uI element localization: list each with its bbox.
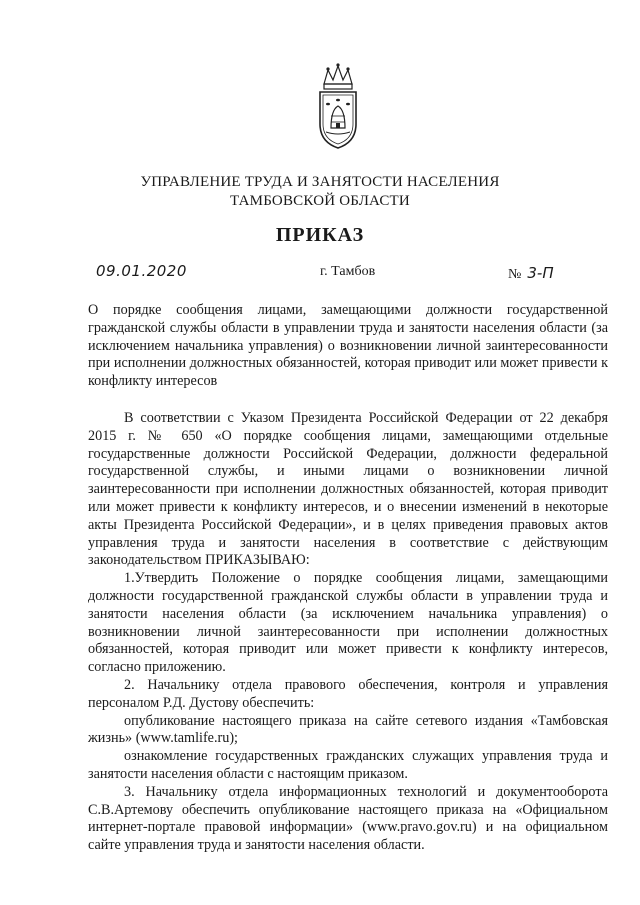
document-title: ПРИКАЗ [275,224,365,246]
number-label: № [508,267,522,282]
item-3-paragraph: 3. Начальнику отдела информационных технологий и документооборота С.В.Артемову обеспечить опубликование настоящего приказа на «Официальном интернет-портале правовой информации» (www.pravo.gov.ru) и на официальном сайте управления труда и занятости населения области. [88,783,608,854]
number-value: 3-П [527,264,554,282]
organization-name-line2: ТАМБОВСКОЙ ОБЛАСТИ [230,193,410,209]
item-2b-paragraph: ознакомление государственных гражданских служащих управления труда и занятости населения области с настоящим приказом. [88,748,608,782]
tambov-coat-of-arms-emblem [314,62,362,152]
item-2a-paragraph: опубликование настоящего приказа на сайте сетевого издания «Тамбовская жизнь» (www.tamlife.ru); [88,712,608,747]
document-date: 09.01.2020 [96,262,187,280]
item-2-paragraph: 2. Начальнику отдела правового обеспечения, контроля и управления персоналом Р.Д. Дустову обеспечить: [88,676,608,711]
document-number [508,264,554,283]
document-subject: О порядке сообщения лицами, замещающими должности государственной гражданской службы области в управлении труда и занятости населения области (за исключением начальника управления) о возникновении личной заинтересованности при исполнении должностных обязанностей, которая приводит или может привести к конфликту интересов [88,302,608,390]
document-city: г. Тамбов [320,264,376,279]
item-1-paragraph: 1.Утвердить Положение о порядке сообщения лицами, замещающими должности государственной гражданской службы области в управлении труда и занятости населения области (за исключением начальника управления) о возникновении личной заинтересованности при исполнении должностных обязанностей, которая приводит или может привести к конфликту интересов, согласно приложению. [88,570,608,676]
organization-name-line1: УПРАВЛЕНИЕ ТРУДА И ЗАНЯТОСТИ НАСЕЛЕНИЯ [140,174,500,190]
preamble-paragraph: В соответствии с Указом Президента Российской Федерации от 22 декабря 2015 г. № 650 «О порядке сообщения лицами, замещающими отдельные государственные должности Российской Федерации, должности федеральной государственной службы, и иными лицами о возникновении личной заинтересованности при исполнении должностных обязанностей, которая приводит или может привести к конфликту интересов, и о внесении изменений в некоторые акты Президента Российской Федерации», и в целях приведения правовых актов управления труда и занятости населения в соответствие с действующим законодательством ПРИКАЗЫВАЮ: [88,410,608,569]
document-body [88,410,608,855]
